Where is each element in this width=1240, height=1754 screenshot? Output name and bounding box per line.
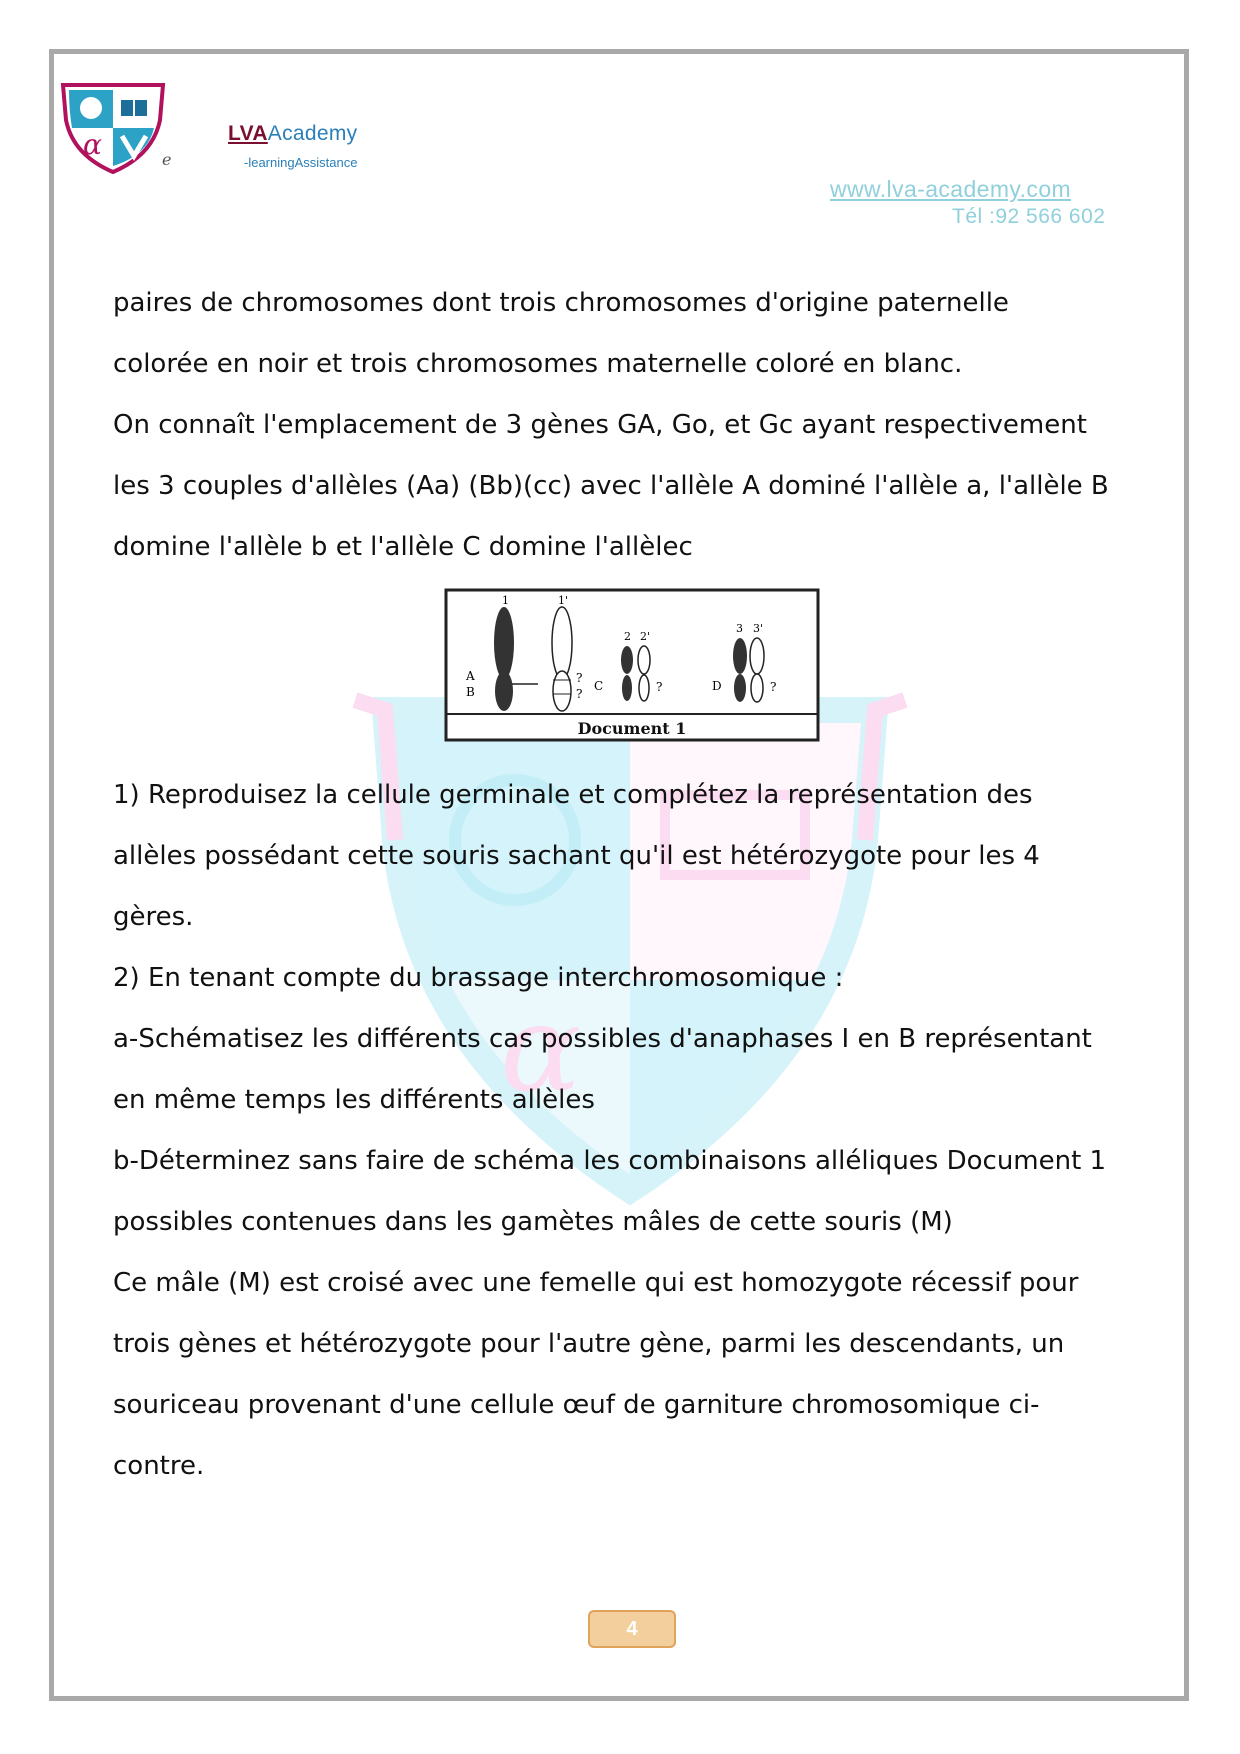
chromosome-3p-upper: [750, 638, 764, 674]
chromosome-1-upper: [494, 607, 514, 679]
brand-tagline: -learningAssistance: [244, 155, 358, 170]
paragraph-line: souriceau provenant d'une cellule œuf de garniture chromosomique ci-: [113, 1390, 1040, 1420]
paragraph-line: Ce mâle (M) est croisé avec une femelle qui est homozygote récessif pour: [113, 1268, 1079, 1298]
paragraph-line: a-Schématisez les différents cas possibles d'anaphases I en B représentant: [113, 1024, 1092, 1054]
label-C: C: [594, 679, 604, 693]
chromosome-2p-upper: [638, 646, 650, 674]
svg-text:α: α: [500, 980, 582, 1119]
chromosome-1p-upper: [552, 607, 572, 679]
label-B: B: [466, 685, 475, 699]
logo-letter: e: [162, 150, 172, 169]
phone-number: Tél :92 566 602: [952, 205, 1106, 228]
paragraph-line: contre.: [113, 1451, 205, 1481]
chromosome-1-lower: [495, 671, 513, 711]
chromosome-3p-lower: [751, 674, 763, 702]
brand-name: [228, 122, 357, 146]
paragraph-line: domine l'allèle b et l'allèle C domine l'allèlec: [113, 532, 693, 562]
label-q3: ?: [656, 680, 663, 694]
chromosome-1p-lower: [553, 671, 571, 711]
label-3p: 3': [753, 622, 764, 635]
paragraph-line: possibles contenues dans les gamètes mâles de cette souris (M): [113, 1207, 953, 1237]
paragraph-line: trois gènes et hétérozygote pour l'autre gène, parmi les descendants, un: [113, 1329, 1065, 1359]
paragraph-line: les 3 couples d'allèles (Aa) (Bb)(cc) avec l'allèle A dominé l'allèle a, l'allèle B: [113, 471, 1109, 501]
paragraph-line: en même temps les différents allèles: [113, 1085, 595, 1115]
website-link[interactable]: www.lva-academy.com: [830, 176, 1072, 202]
label-3: 3: [736, 622, 743, 635]
paragraph-line: On connaît l'emplacement de 3 gènes GA, Go, et Gc ayant respectivement: [113, 410, 1087, 440]
paragraph-line: 1) Reproduisez la cellule germinale et complétez la représentation des: [113, 780, 1033, 810]
figure-caption: Document 1: [577, 719, 687, 738]
label-A: A: [466, 669, 475, 683]
label-D: D: [712, 679, 722, 693]
paragraph-line: paires de chromosomes dont trois chromosomes d'origine paternelle: [113, 288, 1009, 318]
brand-suffix: Academy: [267, 122, 358, 145]
label-2p: 2': [640, 630, 651, 643]
document-1-figure: [444, 588, 820, 742]
label-q1: ?: [576, 671, 583, 685]
chromosome-3-lower: [734, 674, 746, 702]
label-1: 1: [502, 594, 509, 607]
body-text-bottom: [113, 765, 1143, 1497]
chromosome-2p-lower: [639, 675, 649, 701]
chromosome-2-upper: [621, 646, 633, 674]
paragraph-line: allèles possédant cette souris sachant qu'il est hétérozygote pour les 4: [113, 841, 1040, 871]
paragraph-line: b-Déterminez sans faire de schéma les combinaisons alléliques Document 1: [113, 1146, 1107, 1176]
paragraph-line: colorée en noir et trois chromosomes maternelle coloré en blanc.: [113, 349, 963, 379]
label-q4: ?: [770, 680, 777, 694]
label-2: 2: [624, 630, 631, 643]
page-number-badge: 4: [588, 1610, 676, 1648]
academy-logo: [58, 80, 168, 175]
svg-text:α: α: [83, 128, 102, 161]
paragraph-line: gères.: [113, 902, 194, 932]
chromosome-2-lower: [622, 675, 632, 701]
brand-prefix: LVA: [228, 122, 268, 145]
label-q2: ?: [576, 687, 583, 701]
paragraph-line: 2) En tenant compte du brassage interchromosomique :: [113, 963, 844, 993]
label-1p: 1': [558, 594, 569, 607]
chromosome-3-upper: [733, 638, 747, 674]
body-text-top: [113, 273, 1143, 578]
